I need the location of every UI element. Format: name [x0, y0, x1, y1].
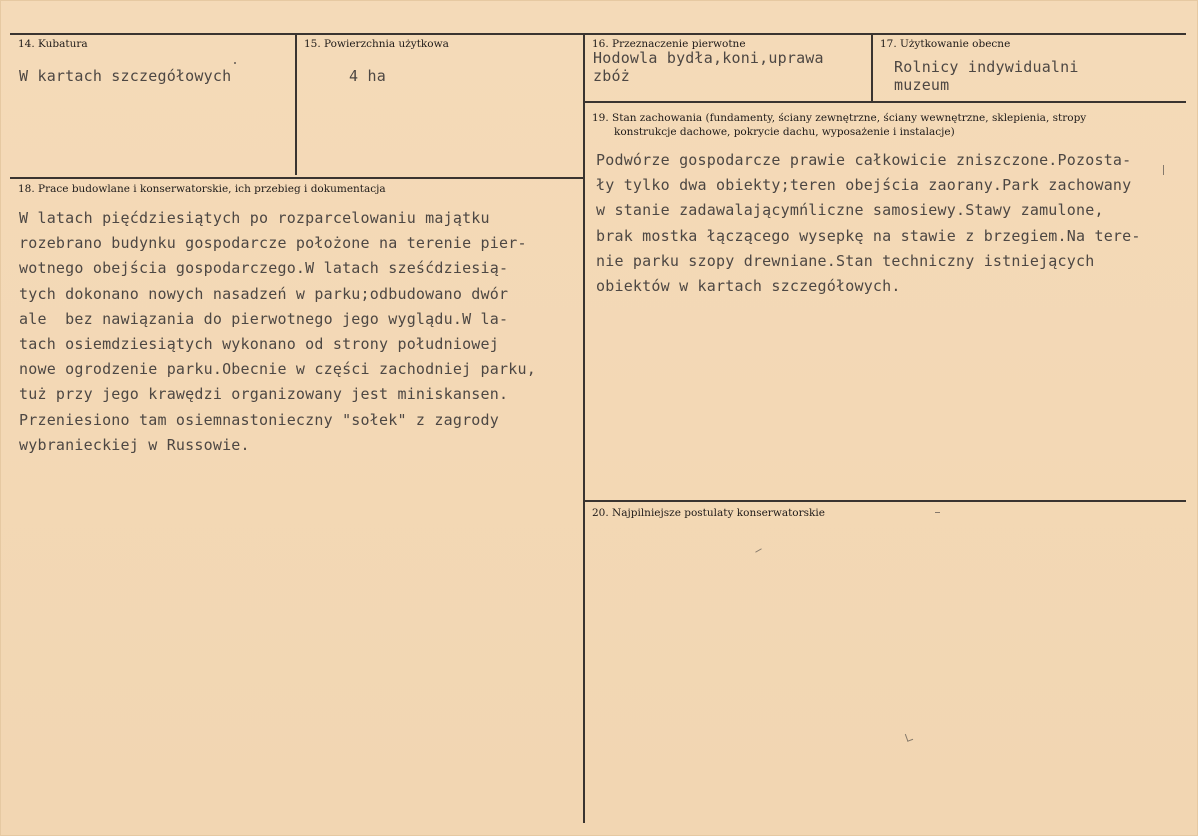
rule-under-16-17: [585, 101, 1186, 103]
field-18-line: nowe ogrodzenie parku.Obecnie w części zachodniej parku,: [19, 360, 536, 379]
field-18-value: [19, 206, 536, 458]
field-15-value: 4 ha: [349, 67, 386, 85]
field-17-line: Rolnicy indywidualni: [894, 58, 1079, 76]
divider-14-15: [295, 33, 297, 175]
field-17-value: [894, 58, 1079, 94]
field-14-value: W kartach szczegółowych: [19, 67, 232, 85]
stray-mark: [1163, 165, 1164, 175]
field-19-line: nie parku szopy drewniane.Stan techniczny istniejących: [596, 251, 1095, 270]
field-14-label: 14. Kubatura: [18, 38, 88, 50]
center-divider: [583, 33, 585, 823]
field-18-line: tych dokonano nowych nasadzeń w parku;odbudowano dwór: [19, 284, 509, 303]
field-18-line: tach osiemdziesiątych wykonano od strony południowej: [19, 334, 499, 353]
field-15-label: 15. Powierzchnia użytkowa: [304, 38, 449, 50]
field-18-line: rozebrano budynku gospodarcze położone na terenie pier-: [19, 234, 527, 253]
field-18-label: 18. Prace budowlane i konserwatorskie, ich przebieg i dokumentacja: [18, 183, 386, 195]
field-18-line: W latach pięćdziesiątych po rozparcelowaniu majątku: [19, 209, 490, 227]
stray-mark: [935, 512, 940, 513]
field-19-label-line2: konstrukcje dachowe, pokrycie dachu, wyposażenie i instalacje): [614, 126, 955, 138]
field-19-line: brak mostka łączącego wysepkę na stawie z brzegiem.Na tere-: [596, 226, 1141, 245]
field-19-line: w stanie zadawalającymńliczne samosiewy.Stawy zamulone,: [596, 201, 1104, 220]
field-18-line: wotnego obejścia gospodarczego.W latach sześćdziesią-: [19, 259, 509, 278]
field-19-label-line1: 19. Stan zachowania (fundamenty, ściany zewnętrzne, ściany wewnętrzne, sklepienia, stropy: [592, 112, 1087, 124]
field-16-value: [593, 49, 824, 85]
stray-mark: [234, 62, 236, 64]
field-17-label: 17. Użytkowanie obecne: [880, 38, 1011, 50]
field-18-line: Przeniesiono tam osiemnastonieczny "sołek" z zagrody: [19, 410, 499, 429]
divider-16-17: [871, 33, 873, 103]
rule-above-18: [10, 177, 584, 179]
field-18-line: wybranieckiej w Russowie.: [19, 435, 250, 454]
top-rule: [10, 33, 1186, 35]
field-16-label: 16. Przeznaczenie pierwotne: [592, 38, 746, 50]
stray-mark: [755, 548, 762, 552]
field-18-line: tuż przy jego krawędzi organizowany jest miniskansen.: [19, 385, 509, 404]
field-19-value: [596, 148, 1141, 299]
field-19-line: ły tylko dwa obiekty;teren obejścia zaorany.Park zachowany: [596, 176, 1132, 195]
field-20-label: 20. Najpilniejsze postulaty konserwatorskie: [592, 507, 825, 519]
field-19-line: obiektów w kartach szczegółowych.: [596, 276, 901, 295]
field-16-line: Hodowla bydła,koni,uprawa: [593, 49, 824, 67]
field-18-line: ale bez nawiązania do pierwotnego jego wyglądu.W la-: [19, 309, 509, 328]
field-19-line: Podwórze gospodarcze prawie całkowicie zniszczone.Pozosta-: [596, 151, 1132, 169]
field-17-line: muzeum: [894, 76, 950, 94]
stray-mark: [905, 732, 913, 742]
field-16-line: zbóż: [593, 67, 630, 85]
rule-above-20: [585, 500, 1186, 502]
